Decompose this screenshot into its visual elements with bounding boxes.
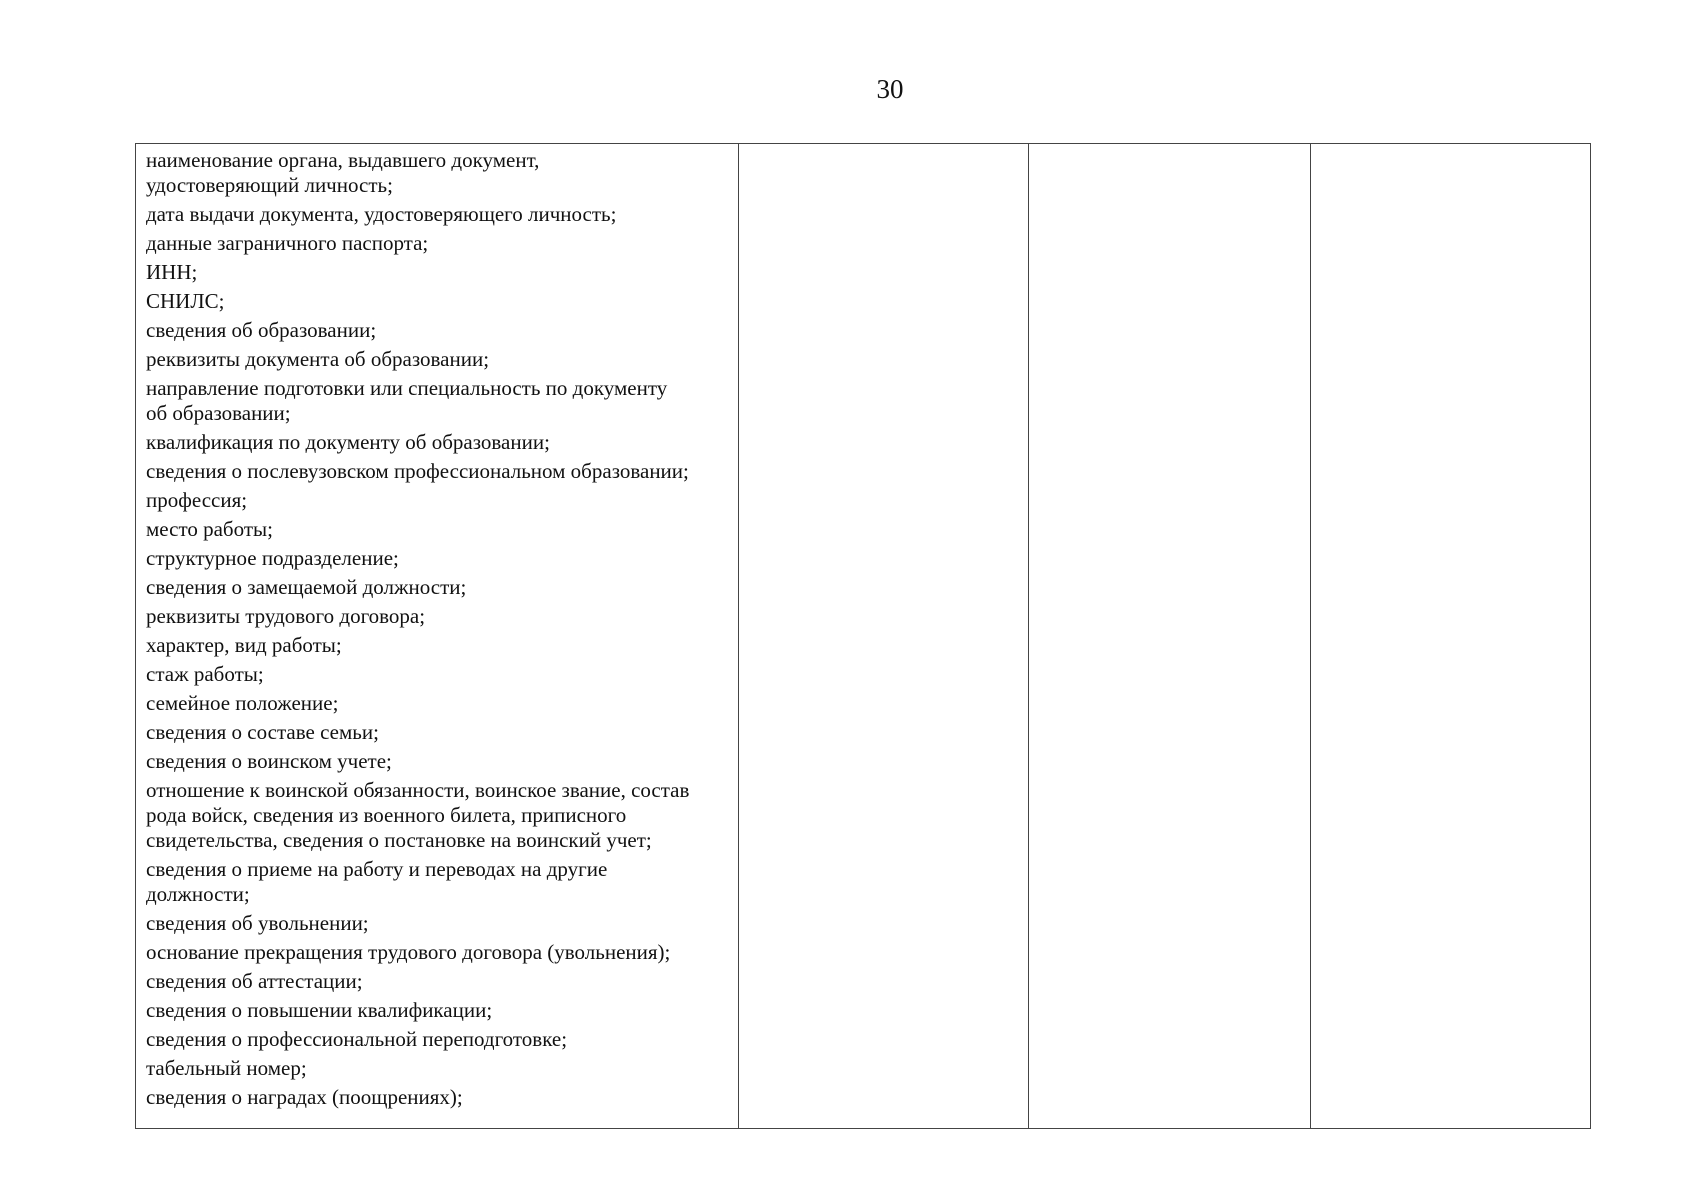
list-item: данные заграничного паспорта; xyxy=(146,231,429,255)
list-item: профессия; xyxy=(146,488,248,512)
personal-data-table xyxy=(135,143,1591,1129)
list-item: сведения об образовании; xyxy=(146,318,377,342)
list-item: дата выдачи документа, удостоверяющего личность; xyxy=(146,202,617,226)
list-item: направление подготовки или специальность по документу об образовании; xyxy=(146,376,668,425)
list-item: семейное положение; xyxy=(146,691,339,715)
list-item: сведения о замещаемой должности; xyxy=(146,575,467,599)
list-item: отношение к воинской обязанности, воинское звание, состав рода войск, сведения из военного билета, приписного свидетельства, сведения о постановке на воинский учет; xyxy=(146,778,690,852)
list-item: реквизиты трудового договора; xyxy=(146,604,426,628)
list-item: сведения об аттестации; xyxy=(146,969,363,993)
list-item: квалификация по документу об образовании; xyxy=(146,430,550,454)
list-item: основание прекращения трудового договора (увольнения); xyxy=(146,940,671,964)
personal-data-list xyxy=(136,144,738,1110)
page-number: 30 xyxy=(876,74,904,104)
list-item: сведения о воинском учете; xyxy=(146,749,392,773)
list-item: сведения о послевузовском профессиональном образовании; xyxy=(146,459,689,483)
list-item: табельный номер; xyxy=(146,1056,307,1080)
list-item: место работы; xyxy=(146,517,273,541)
list-item: сведения о приеме на работу и переводах на другие должности; xyxy=(146,857,608,906)
list-item: реквизиты документа об образовании; xyxy=(146,347,490,371)
list-item: ИНН; xyxy=(146,260,198,284)
list-item: наименование органа, выдавшего документ, удостоверяющий личность; xyxy=(146,148,540,197)
list-item: характер, вид работы; xyxy=(146,633,342,657)
table-cell-personal-data-list xyxy=(136,144,739,1129)
list-item: стаж работы; xyxy=(146,662,264,686)
list-item: сведения о составе семьи; xyxy=(146,720,379,744)
list-item: сведения о профессиональной переподготовке; xyxy=(146,1027,568,1051)
table-cell-empty xyxy=(1029,144,1311,1129)
list-item: структурное подразделение; xyxy=(146,546,399,570)
table-cell-empty xyxy=(1311,144,1591,1129)
list-item: сведения о повышении квалификации; xyxy=(146,998,493,1022)
table-row xyxy=(136,144,1591,1129)
list-item: сведения об увольнении; xyxy=(146,911,369,935)
table-cell-empty xyxy=(739,144,1029,1129)
list-item: сведения о наградах (поощрениях); xyxy=(146,1085,463,1109)
list-item: СНИЛС; xyxy=(146,289,225,313)
